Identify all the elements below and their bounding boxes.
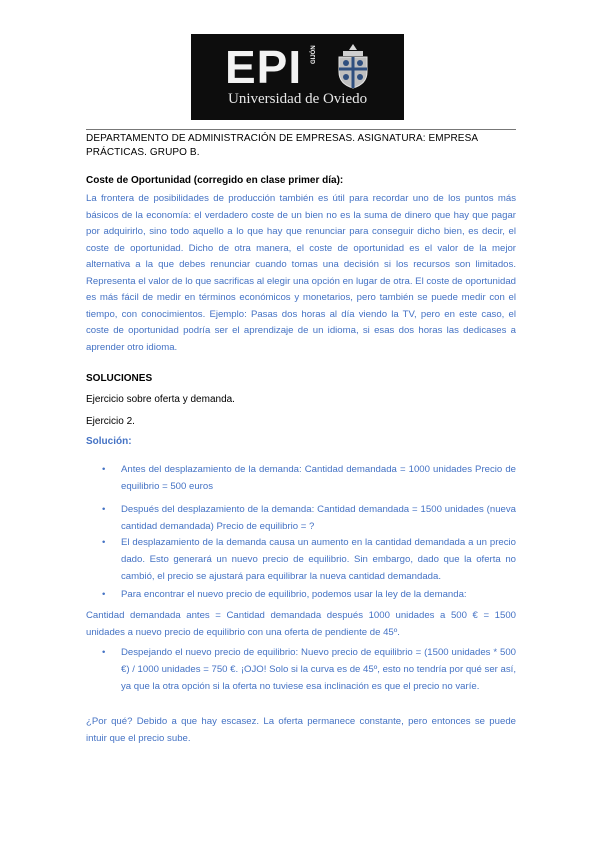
list-item-text: Después del desplazamiento de la demanda: Cantidad demandada = 1500 unidades (nueva cantidad demandada) Precio de equilibrio = ? [121, 504, 516, 532]
header-divider [86, 129, 516, 130]
department-line-1: DEPARTAMENTO DE ADMINISTRACIÓN DE EMPRESAS. ASIGNATURA: EMPRESA [86, 133, 479, 144]
ejercicio-number: Ejercicio 2. [86, 416, 135, 427]
bullet-icon: • [102, 537, 106, 548]
ejercicio-label: Ejercicio sobre oferta y demanda. [86, 394, 235, 405]
soluciones-title: SOLUCIONES [86, 373, 153, 384]
list-item [102, 586, 516, 603]
coste-title: Coste de Oportunidad (corregido en clase primer día): [86, 175, 344, 186]
university-seal-icon [333, 42, 373, 90]
list-item-text: El desplazamiento de la demanda causa un aumento en la cantidad demandada a un precio dado. Esto generará un nuevo precio de equilibrio. Sin embargo, dado que la oferta no cambió, el precio se ajustará para equilibrar la nueva cantidad demandada. [121, 537, 516, 582]
bullet-icon: • [102, 589, 106, 600]
coste-paragraph: La frontera de posibilidades de producción también es útil para recordar uno de los puntos más básicos de la economía: el verdadero coste de un bien no es la suma de dinero que hay que pagar por adquirirlo, sino todo aquello a lo que hay que renunciar para conseguir dicho bien, es decir, el coste de oportunidad. Dicho de otra manera, el coste de oportunidad es el valor de la mejor alternativa a la que debes renunciar cuando tomas una decisión si los recursos son limitados. Representa el valor de lo que sacrificas al elegir una opción en lugar de otra. El coste de oportunidad es más fácil de medir en términos económicos y monetarios, pero también se puede medir con el tiempo, con conocimientos. Ejemplo: Pasas dos horas al día viendo la TV, pero en este caso, el coste de oportunidad podría ser el aprendizaje de un idioma, si esas dos horas las dedicases a aprender otro idioma. [86, 193, 516, 353]
bullet-icon: • [102, 464, 106, 475]
bullet-icon: • [102, 504, 106, 515]
bullet-icon: • [102, 647, 106, 658]
list-item-text: Despejando el nuevo precio de equilibrio: Nuevo precio de equilibrio = (1500 unidades * 500 €) / 1000 unidades = 750 €. ¡OJO! Solo si la curva es de 45º, esto no tendría por qué ser así, ya que la otra opción si la oferta no tuviese esa inclinación es que el precio no varíe. [121, 647, 516, 692]
porque-paragraph: ¿Por qué? Debido a que hay escasez. La oferta permanece constante, pero entonces se puede intuir que el precio sube. [86, 716, 516, 744]
logo-brand: EPI [225, 41, 303, 93]
logo-brand-sub: GIJÓN [311, 45, 317, 64]
list-item-text: Para encontrar el nuevo precio de equilibrio, podemos usar la ley de la demanda: [121, 589, 467, 600]
university-logo [191, 34, 404, 120]
solucion-label: Solución: [86, 436, 132, 447]
cantidad-paragraph: Cantidad demandada antes = Cantidad demandada después 1000 unidades a 500 € = 1500 unidades a nuevo precio de equilibrio con una oferta de pendiente de 45º. [86, 610, 516, 638]
list-item [102, 534, 516, 585]
logo-university-name: Universidad de Oviedo [228, 91, 368, 107]
list-item [102, 461, 516, 495]
list-item-text: Antes del desplazamiento de la demanda: Cantidad demandada = 1000 unidades Precio de equilibrio = 500 euros [121, 464, 516, 492]
list-item [102, 501, 516, 535]
list-item [102, 644, 516, 695]
department-line-2: PRÁCTICAS. GRUPO B. [86, 147, 200, 158]
department-header [86, 132, 526, 160]
